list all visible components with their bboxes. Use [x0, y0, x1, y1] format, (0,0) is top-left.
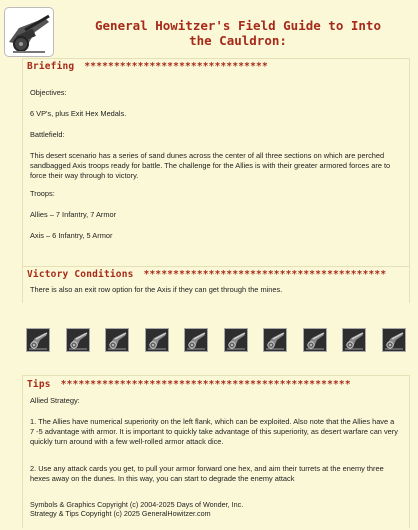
- tips-stars: *************************************************: [60, 379, 351, 390]
- tip-2: 2. Use any attack cards you get, to pull your armor forward one hex, and aim their turrets at the enemy three hexes away on the dunes. In this way, you can start to degrade the enemy attack: [30, 464, 384, 483]
- howitzer-badge-icon: [263, 328, 287, 352]
- troops-label: Troops:: [30, 189, 55, 198]
- tips-heading-label: Tips: [27, 379, 51, 390]
- copyright-footer: [30, 500, 243, 518]
- title-line-1: General Howitzer's Field Guide to Into: [95, 18, 381, 33]
- howitzer-badge-icon: [66, 328, 90, 352]
- briefing-stars: *******************************: [84, 61, 268, 72]
- battlefield-label: Battlefield:: [30, 130, 65, 139]
- howitzer-badge-icon: [145, 328, 169, 352]
- page-title: [60, 18, 416, 48]
- victory-heading: [27, 269, 386, 280]
- copyright-line-2: Strategy & Tips Copyright (c) 2025 GeneralHowitzer.com: [30, 509, 211, 518]
- howitzer-logo-icon: [5, 8, 53, 56]
- howitzer-badge-icon: [105, 328, 129, 352]
- howitzer-badge-icon: [184, 328, 208, 352]
- howitzer-badge-icon: [26, 328, 50, 352]
- objectives-text: 6 VP's, plus Exit Hex Medals.: [30, 109, 127, 118]
- tips-heading: [27, 379, 351, 390]
- copyright-line-1: Symbols & Graphics Copyright (c) 2004-2025 Days of Wonder, Inc.: [30, 500, 244, 509]
- battlefield-text: This desert scenario has a series of sand dunes across the center of all three sections on which are perched sandbagged Axis troops ready for battle. The challenge for the Allies is with their greater armored forces are to force their way through to victory.: [30, 151, 391, 180]
- victory-stars: *****************************************: [143, 269, 387, 280]
- allies-troops: Allies – 7 Infantry, 7 Armor: [30, 210, 117, 219]
- allied-strategy-label: Allied Strategy:: [30, 396, 80, 405]
- howitzer-badge-icon: [303, 328, 327, 352]
- badge-row: [26, 328, 410, 354]
- howitzer-badge-icon: [224, 328, 248, 352]
- title-line-2: the Cauldron:: [189, 33, 287, 48]
- victory-heading-label: Victory Conditions: [27, 269, 134, 280]
- howitzer-badge-icon: [382, 328, 406, 352]
- axis-troops: Axis – 6 Infantry, 5 Armor: [30, 231, 113, 240]
- briefing-heading: [27, 61, 268, 72]
- victory-text: There is also an exit row option for the Axis if they can get through the mines.: [30, 285, 283, 294]
- briefing-heading-label: Briefing: [27, 61, 75, 72]
- howitzer-badge-icon: [342, 328, 366, 352]
- tip-1: 1. The Allies have numerical superiority on the left flank, which can be exploited. Also note that the Allies have a 7 -5 advantage with armor. It is important to quickly take advantage of this superiority, as desert warfare can very quickly turn around with a few well-rolled armor attack dice.: [30, 417, 398, 446]
- objectives-label: Objectives:: [30, 88, 67, 97]
